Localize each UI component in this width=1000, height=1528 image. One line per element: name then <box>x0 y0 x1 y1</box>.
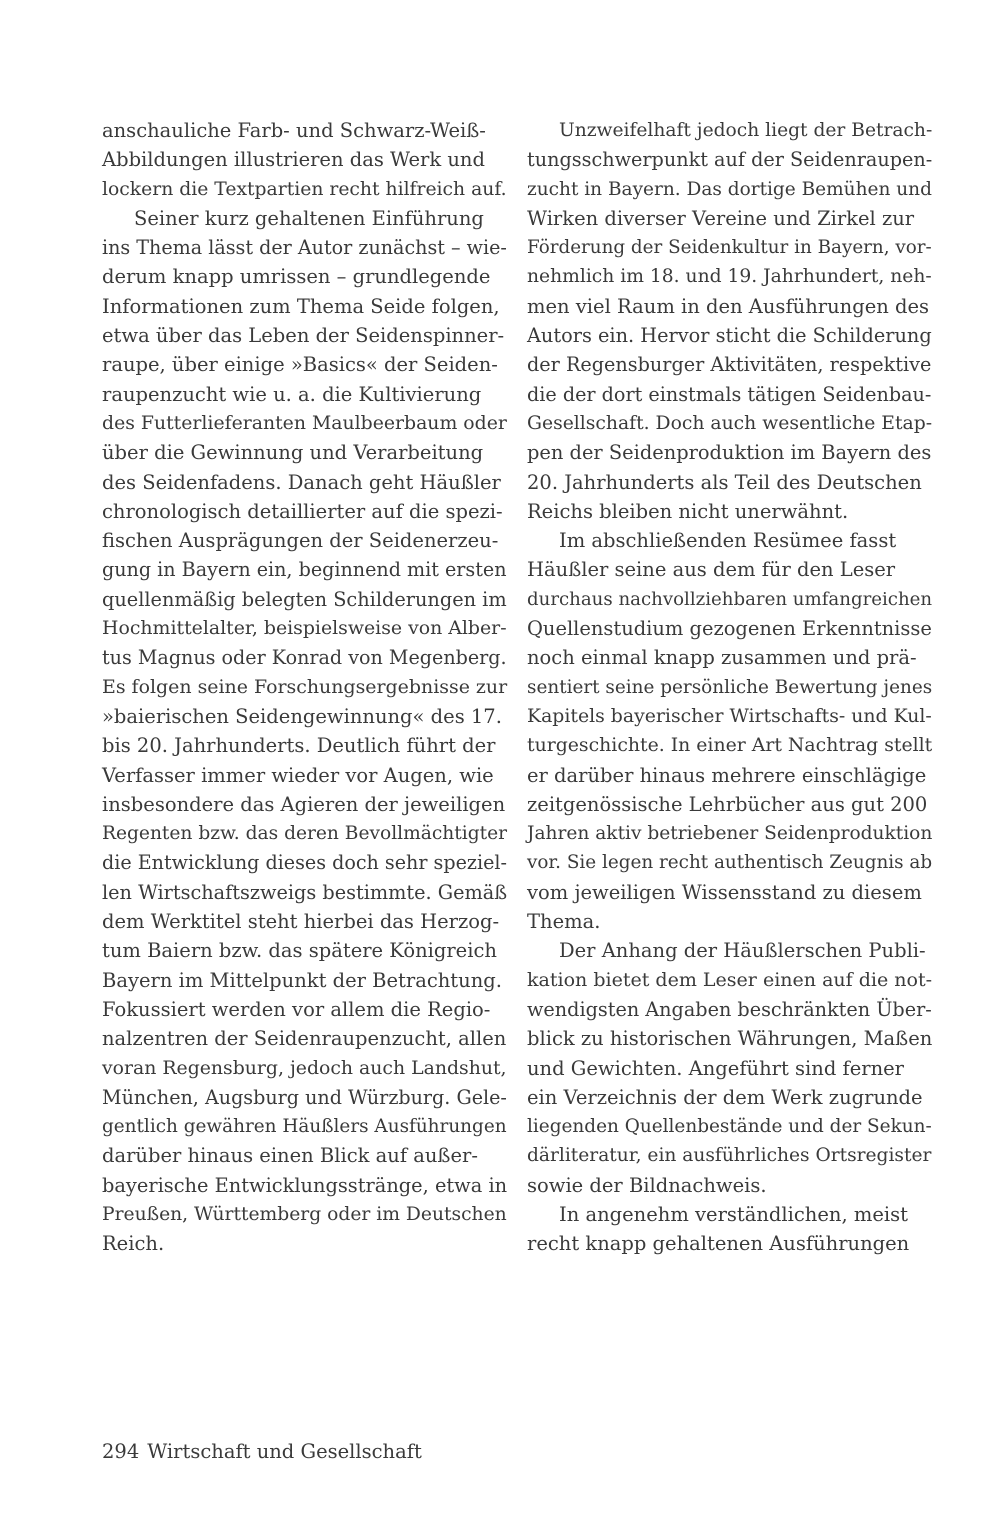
text-line: Seiner kurz gehaltenen Einführung <box>134 206 484 230</box>
text-line: pen der Seidenproduktion im Bayern des <box>527 441 932 465</box>
text-line: liegenden Quellenbestände und der Sekun- <box>527 1116 932 1138</box>
text-line: Gesellschaft. Doch auch wesentliche Etap- <box>527 412 933 434</box>
text-line: Unzweifelhaft jedoch liegt der Betrach- <box>559 120 933 141</box>
text-line: derum knapp umrissen – grundlegende <box>102 265 491 289</box>
page-footer <box>102 1437 422 1466</box>
text-line: darüber hinaus einen Blick auf außer- <box>102 1144 478 1168</box>
text-line: ein Verzeichnis der dem Werk zugrunde <box>527 1085 923 1109</box>
text-line: zucht in Bayern. Das dortige Bemühen und <box>527 178 932 200</box>
text-line: blick zu historischen Währungen, Maßen <box>527 1027 933 1051</box>
text-line: Jahren aktiv betriebener Seidenproduktion <box>527 823 933 845</box>
text-line: die der dort einstmals tätigen Seidenbau- <box>527 382 932 406</box>
text-line: kation bietet dem Leser einen auf die not- <box>527 968 933 991</box>
text-line: Quellenstudium gezogenen Erkenntnisse <box>527 617 932 641</box>
text-line: Informationen zum Thema Seide folgen, <box>102 294 500 318</box>
text-line: quellenmäßig belegten Schilderungen im <box>102 587 507 611</box>
text-line: wendigsten Angaben beschränkten Über- <box>527 997 932 1021</box>
text-line: Wirken diverser Vereine und Zirkel zur <box>527 206 915 230</box>
text-line: vor. Sie legen recht authentisch Zeugnis ab <box>527 852 933 874</box>
text-line: tus Magnus oder Konrad von Megenberg. <box>102 646 507 670</box>
text-line: raupe, über einige »Basics« der Seiden- <box>102 353 498 377</box>
text-line: raupenzucht wie u. a. die Kultivierung <box>102 382 482 406</box>
text-line: len Wirtschaftszweigs bestimmte. Gemäß <box>102 880 508 904</box>
text-line: sowie der Bildnachweis. <box>527 1173 767 1197</box>
text-line: gung in Bayern ein, beginnend mit ersten <box>102 558 507 582</box>
text-line: ins Thema lässt der Autor zunächst – wie- <box>102 236 507 260</box>
text-line: über die Gewinnung und Verarbeitung <box>102 441 484 465</box>
text-line: gentlich gewähren Häußlers Ausführungen <box>102 1116 507 1138</box>
text-line: insbesondere das Agieren der jeweiligen <box>102 792 506 816</box>
text-line: nehmlich im 18. und 19. Jahrhundert, neh- <box>527 266 932 288</box>
page-number: 294 <box>102 1440 140 1463</box>
text-line: tungsschwerpunkt auf der Seidenraupen- <box>527 148 933 172</box>
text-line: Reich. <box>102 1232 165 1256</box>
text-line: Hochmittelalter, beispielsweise von Alber- <box>102 617 507 640</box>
text-line: dem Werktitel steht hierbei das Herzog- <box>102 910 500 934</box>
text-line: Thema. <box>527 910 601 934</box>
text-line: des Seidenfadens. Danach geht Häußler <box>102 470 501 494</box>
text-line: nalzentren der Seidenraupenzucht, allen <box>102 1027 507 1051</box>
text-line: Der Anhang der Häußlerschen Publi- <box>559 939 926 963</box>
text-line: Regenten bzw. das deren Bevollmächtigter <box>102 823 507 845</box>
text-line: anschauliche Farb- und Schwarz-Weiß- <box>102 119 486 142</box>
text-line: In angenehm verständlichen, meist <box>559 1202 908 1226</box>
text-line: Kapitels bayerischer Wirtschafts- und Kul- <box>527 705 932 727</box>
text-line: des Futterlieferanten Maulbeerbaum oder <box>102 412 507 434</box>
text-line: men viel Raum in den Ausführungen des <box>527 294 930 318</box>
text-line: recht knapp gehaltenen Ausführungen <box>527 1232 910 1256</box>
text-line: er darüber hinaus mehrere einschlägige <box>527 763 927 787</box>
text-line: därliteratur, ein ausführliches Ortsregister <box>527 1145 932 1167</box>
text-line: chronologisch detaillierter auf die spezi- <box>102 499 503 523</box>
text-line: der Regensburger Aktivitäten, respektive <box>527 353 932 377</box>
text-line: sentiert seine persönliche Bewertung jenes <box>527 676 933 698</box>
text-line: noch einmal knapp zusammen und prä- <box>527 646 917 670</box>
text-line: Es folgen seine Forschungsergebnisse zur <box>102 675 508 698</box>
text-line: Abbildungen illustrieren das Werk und <box>102 148 485 172</box>
text-line: 20. Jahrhunderts als Teil des Deutschen <box>527 470 922 494</box>
text-line: durchaus nachvollziehbaren umfangreichen <box>527 588 933 610</box>
text-line: tum Baiern bzw. das spätere Königreich <box>102 939 497 963</box>
text-line: lockern die Textpartien recht hilfreich auf. <box>102 178 507 200</box>
text-line: bayerische Entwicklungsstränge, etwa in <box>102 1173 508 1197</box>
running-section-title: Wirtschaft und Gesellschaft <box>147 1440 422 1463</box>
text-line: Autors ein. Hervor sticht die Schilderung <box>527 324 932 348</box>
text-line: Fokussiert werden vor allem die Regio- <box>102 997 491 1021</box>
text-line: zeitgenössische Lehrbücher aus gut 200 <box>527 792 928 816</box>
text-line: Preußen, Württemberg oder im Deutschen <box>102 1203 507 1225</box>
text-line: Im abschließenden Resümee fasst <box>559 529 897 553</box>
text-line: München, Augsburg und Würzburg. Gele- <box>102 1085 507 1109</box>
text-line: voran Regensburg, jedoch auch Landshut, <box>102 1057 507 1079</box>
text-line: bis 20. Jahrhunderts. Deutlich führt der <box>102 734 496 758</box>
text-line: Verfasser immer wieder vor Augen, wie <box>102 763 494 787</box>
text-line: und Gewichten. Angeführt sind ferner <box>527 1056 904 1080</box>
text-line: »baierischen Seidengewinnung« des 17. <box>102 704 502 728</box>
text-line: die Entwicklung dieses doch sehr speziel- <box>102 851 507 875</box>
text-line: fischen Ausprägungen der Seidenerzeu- <box>102 529 499 553</box>
text-line: Häußler seine aus dem für den Leser <box>527 558 896 582</box>
text-line: etwa über das Leben der Seidenspinner- <box>102 324 505 348</box>
text-line: turgeschichte. In einer Art Nachtrag stellt <box>527 735 933 757</box>
text-line: Förderung der Seidenkultur in Bayern, vor- <box>527 237 932 259</box>
text-line: Bayern im Mittelpunkt der Betrachtung. <box>102 968 502 992</box>
text-line: Reichs bleiben nicht unerwähnt. <box>527 499 849 523</box>
right-text-column <box>527 116 932 1259</box>
left-text-column <box>102 116 507 1259</box>
text-line: vom jeweiligen Wissensstand zu diesem <box>527 880 922 904</box>
